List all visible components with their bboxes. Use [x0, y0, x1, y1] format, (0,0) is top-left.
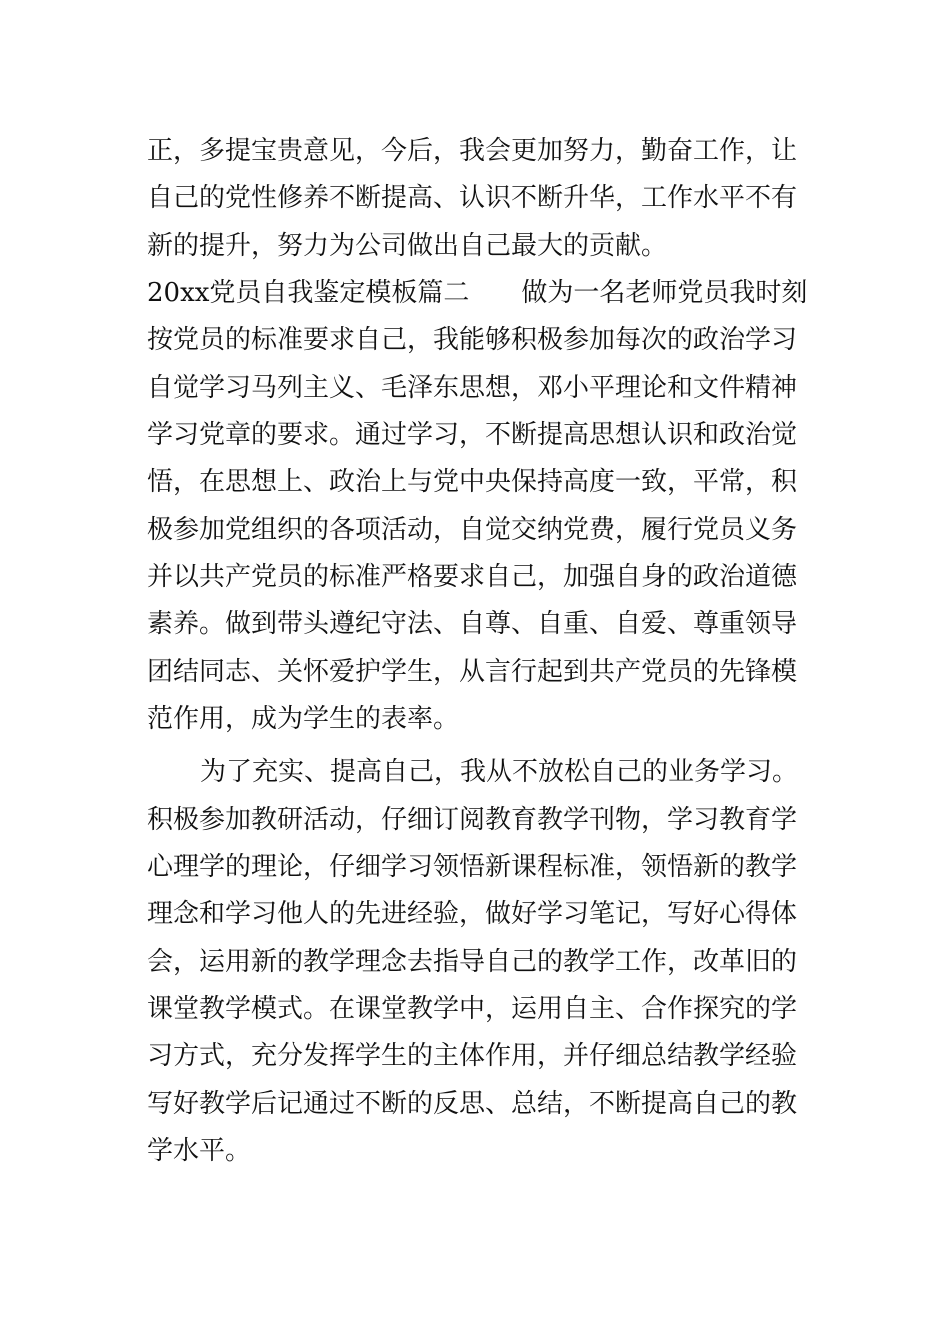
text-line: 范作用，成为学生的表率。 — [147, 704, 460, 734]
text-line: 心理学的理论，仔细学习领悟新课程标准，领悟新的教学 — [147, 852, 798, 882]
section-heading: 20xx党员自我鉴定模板篇二 — [147, 278, 470, 308]
text-line: 学习党章的要求。通过学习，不断提高思想认识和政治觉 — [147, 420, 798, 450]
text-line: 自己的党性修养不断提高、认识不断升华，工作水平不有 — [147, 183, 798, 213]
paragraph-first-line: 为了充实、提高自己，我从不放松自己的业务学习。 — [200, 757, 799, 787]
section-heading-line — [147, 273, 807, 313]
text-line: 积极参加教研活动，仔细订阅教育教学刊物，学习教育学 — [147, 805, 798, 835]
text-line: 写好教学后记通过不断的反思、总结，不断提高自己的教 — [147, 1089, 798, 1119]
text-line: 习方式，充分发挥学生的主体作用，并仔细总结教学经验 — [147, 1041, 798, 1071]
text-line: 团结同志、关怀爱护学生，从言行起到共产党员的先锋模 — [147, 657, 798, 687]
text-line: 做为一名老师党员我时刻 — [521, 278, 808, 308]
text-line: 新的提升，努力为公司做出自己最大的贡献。 — [147, 231, 668, 261]
text-line: 学水平。 — [147, 1136, 252, 1166]
text-line: 按党员的标准要求自己，我能够积极参加每次的政治学习 — [147, 325, 798, 355]
text-line: 正，多提宝贵意见，今后，我会更加努力，勤奋工作，让 — [147, 136, 798, 166]
text-line: 课堂教学模式。在课堂教学中，运用自主、合作探究的学 — [147, 994, 798, 1024]
text-line: 极参加党组织的各项活动，自觉交纳党费，履行党员义务 — [147, 515, 798, 545]
text-line: 并以共产党员的标准严格要求自己，加强自身的政治道德 — [147, 562, 798, 592]
text-line: 会，运用新的教学理念去指导自己的教学工作，改革旧的 — [147, 947, 798, 977]
text-line: 理念和学习他人的先进经验，做好学习笔记，写好心得体 — [147, 899, 798, 929]
text-line: 悟，在思想上、政治上与党中央保持高度一致，平常，积 — [147, 467, 798, 497]
text-line: 素养。做到带头遵纪守法、自尊、自重、自爱、尊重领导 — [147, 609, 798, 639]
text-line: 自觉学习马列主义、毛泽东思想，邓小平理论和文件精神 — [147, 373, 798, 403]
